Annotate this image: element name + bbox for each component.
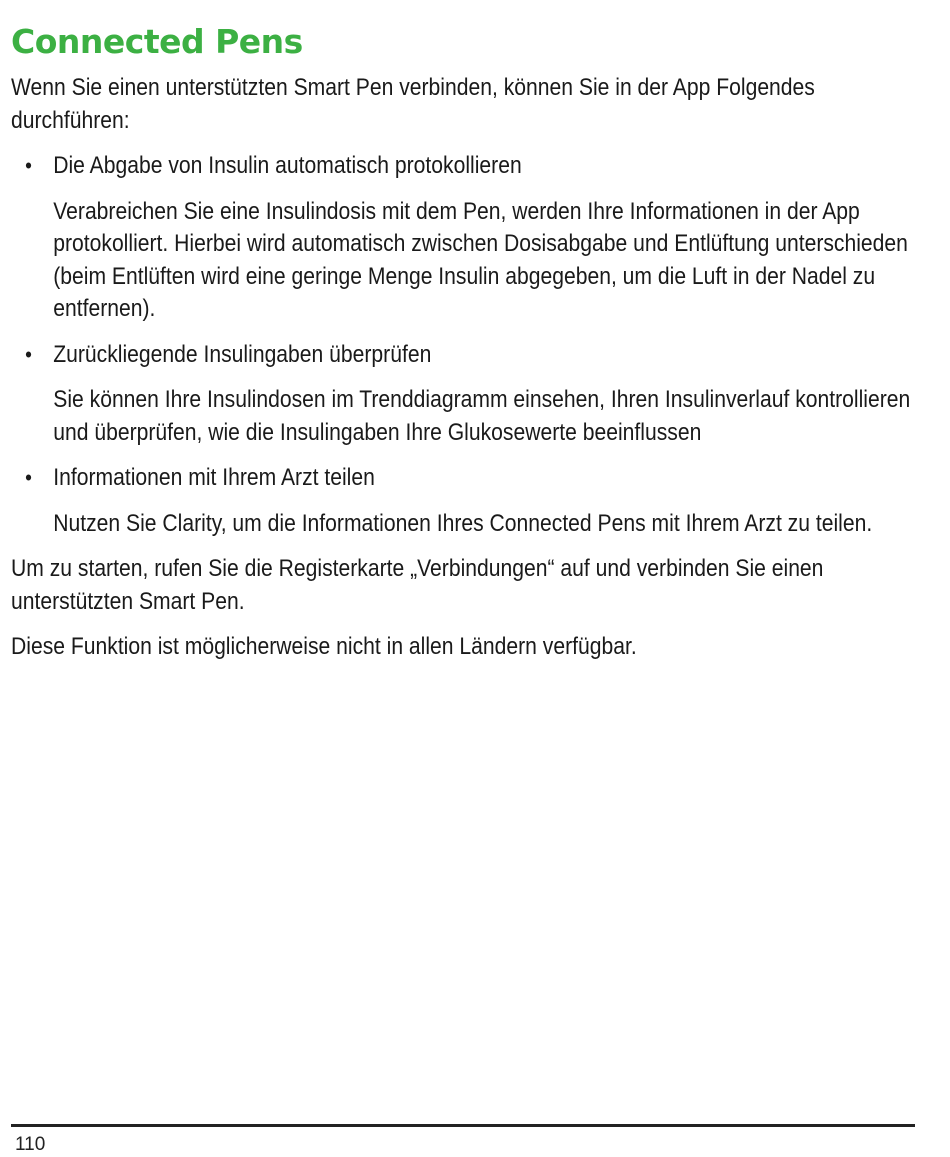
footer-divider — [11, 1124, 915, 1127]
list-item-heading: Zurückliegende Insulingaben überprüfen — [53, 340, 432, 368]
list-item-description: Verabreichen Sie eine Insulindosis mit dem Pen, werden Ihre Informationen in der App protokolliert. Hierbei wird automatisch zwischen Dosisabgabe und Entlüftung unterschieden (beim Entlüften wird eine geringe Menge Insulin abgegeben, um die Luft in der Nadel zu entfernen). — [53, 197, 908, 322]
list-item-heading: Die Abgabe von Insulin automatisch protokollieren — [53, 152, 522, 179]
list-item — [11, 150, 917, 326]
page-number: 110 — [15, 1134, 46, 1155]
list-item — [11, 462, 917, 540]
page-title: Connected Pens — [11, 22, 303, 61]
list-item — [11, 339, 917, 450]
bullet-icon: • — [25, 341, 32, 367]
list-item-heading: Informationen mit Ihrem Arzt teilen — [53, 464, 375, 491]
intro-paragraph: Wenn Sie einen unterstützten Smart Pen verbinden, können Sie in der App Folgendes durchführen: — [11, 74, 815, 134]
bullet-icon: • — [25, 465, 32, 490]
bullet-icon: • — [25, 153, 32, 178]
feature-list — [11, 150, 917, 540]
content-body — [11, 72, 917, 677]
list-item-description: Nutzen Sie Clarity, um die Informationen Ihres Connected Pens mit Ihrem Arzt zu teilen. — [53, 509, 873, 537]
list-item-description: Sie können Ihre Insulindosen im Trenddiagramm einsehen, Ihren Insulinverlauf kontrollieren und überprüfen, wie die Insulingaben Ihre Glukosewerte beeinflussen — [53, 386, 911, 446]
start-instruction: Um zu starten, rufen Sie die Registerkarte „Verbindungen“ auf und verbinden Sie einen unterstützten Smart Pen. — [11, 555, 824, 615]
availability-note: Diese Funktion ist möglicherweise nicht in allen Ländern verfügbar. — [11, 633, 637, 660]
